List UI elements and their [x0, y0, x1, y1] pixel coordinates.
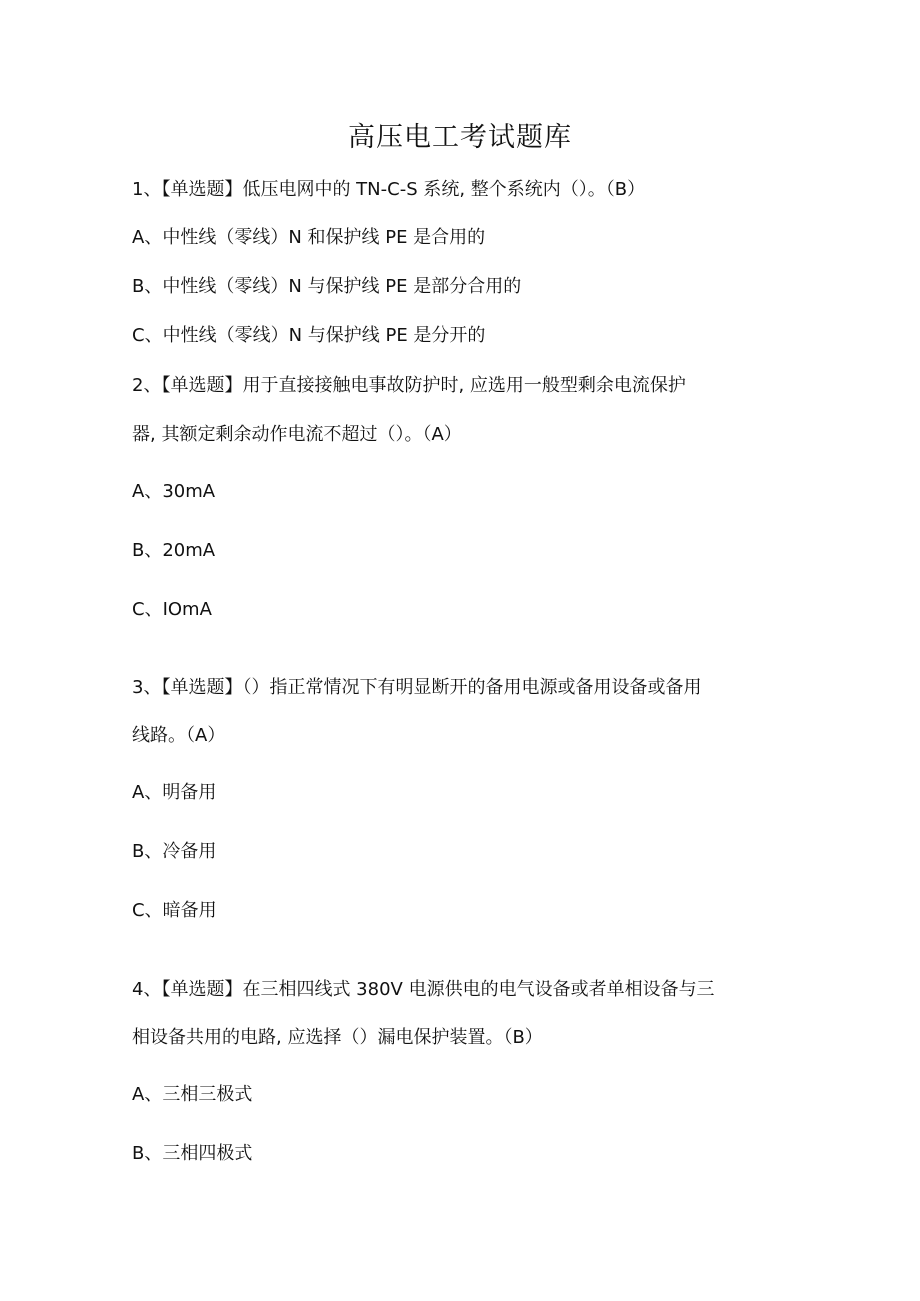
question-1-option-c: C、中性线（零线）N 与保护线 PE 是分开的	[132, 325, 486, 346]
question-1-option-a: A、中性线（零线）N 和保护线 PE 是合用的	[132, 227, 486, 248]
question-2-option-c: C、IOmA	[132, 599, 212, 620]
question-4-stem-line-2: 相设备共用的电路, 应选择（）漏电保护装置。（B）	[132, 1027, 543, 1048]
question-1-option-b: B、中性线（零线）N 与保护线 PE 是部分合用的	[132, 276, 522, 297]
question-4-option-b: B、三相四极式	[132, 1143, 253, 1164]
question-3-stem-line-1: 3、【单选题】（）指正常情况下有明显断开的备用电源或备用设备或备用	[132, 677, 702, 698]
document-title: 高压电工考试题库	[348, 122, 572, 153]
question-3-option-c: C、暗备用	[132, 900, 217, 921]
question-2-option-b: B、20mA	[132, 540, 216, 561]
question-3-option-b: B、冷备用	[132, 841, 217, 862]
question-2-option-a: A、30mA	[132, 481, 216, 502]
question-2-stem-line-2: 器, 其额定剩余动作电流不超过（）。（A）	[132, 424, 462, 445]
question-2-stem-line-1: 2、【单选题】用于直接接触电事故防护时, 应选用一般型剩余电流保护	[132, 375, 686, 396]
question-3-stem-line-2: 线路。（A）	[132, 725, 226, 746]
question-4-option-a: A、三相三极式	[132, 1084, 253, 1105]
question-1-stem-line-1: 1、【单选题】低压电网中的 TN-C-S 系统, 整个系统内（）。（B）	[132, 179, 646, 200]
question-3-option-a: A、明备用	[132, 782, 217, 803]
question-4-stem-line-1: 4、【单选题】在三相四线式 380V 电源供电的电气设备或者单相设备与三	[132, 979, 715, 1000]
